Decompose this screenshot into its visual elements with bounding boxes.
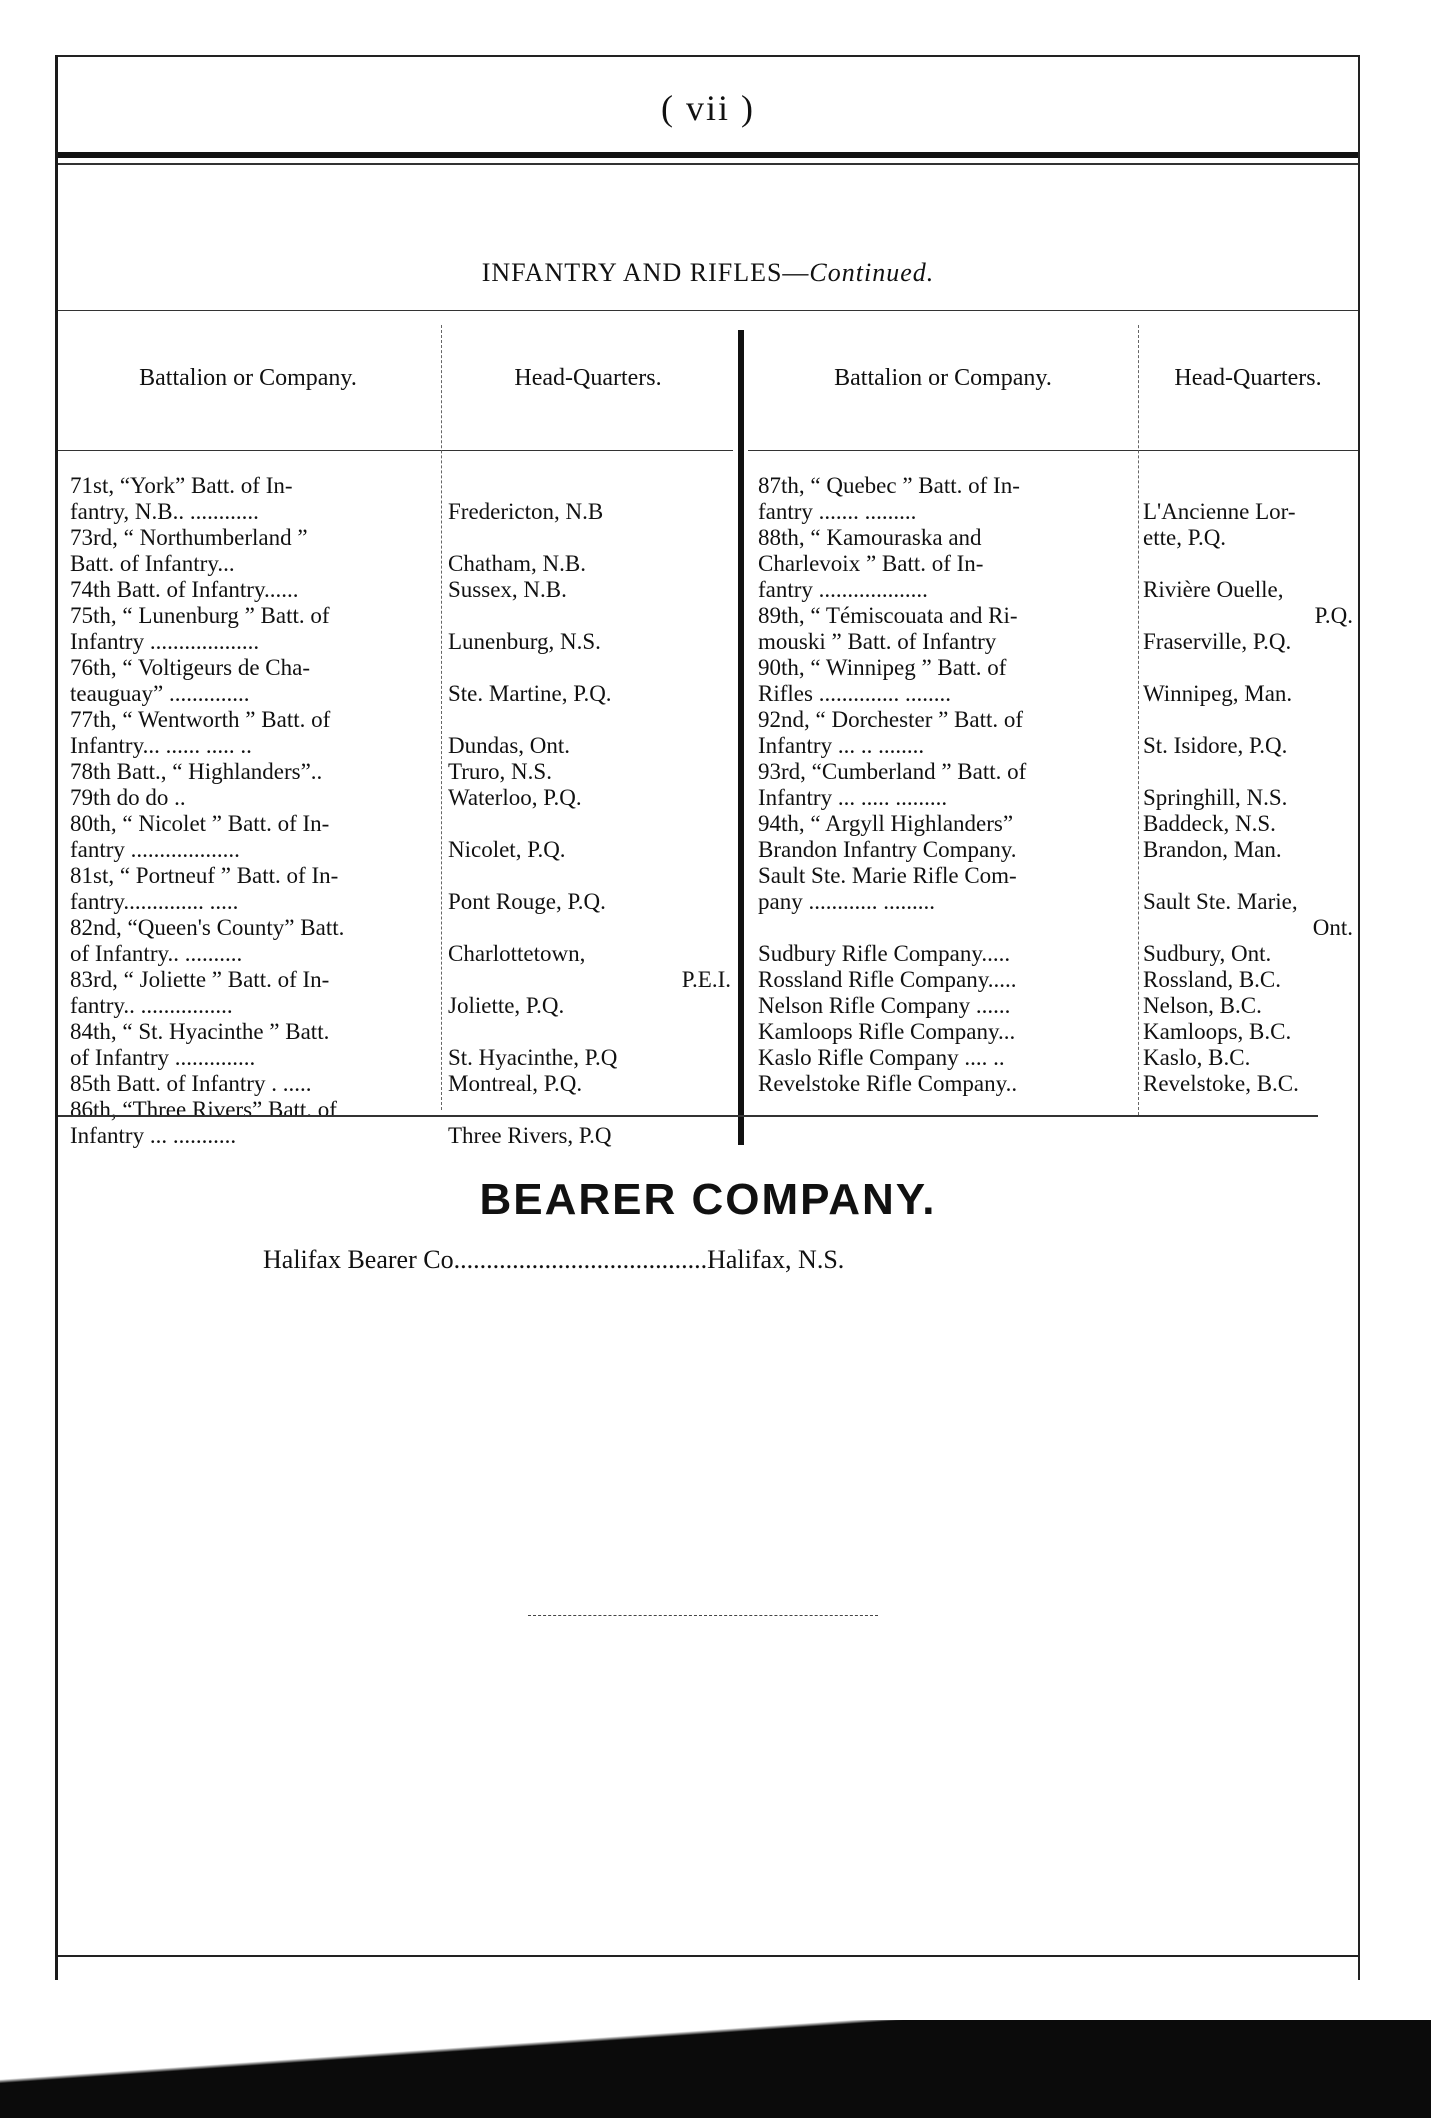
headquarters-entry bbox=[448, 707, 731, 733]
left-hq-list bbox=[448, 473, 731, 1149]
battalion-entry: Brandon Infantry Company. bbox=[758, 837, 1017, 862]
headquarters-entry: Nelson, B.C. bbox=[1143, 993, 1262, 1018]
headquarters-entry: Ste. Martine, P.Q. bbox=[448, 681, 612, 706]
battalion-entry bbox=[758, 1097, 1133, 1123]
page-frame bbox=[55, 55, 1360, 1980]
right-hq-list bbox=[1143, 473, 1353, 1149]
headquarters-entry bbox=[1143, 759, 1353, 785]
headquarters-entry bbox=[448, 1097, 731, 1123]
battalion-entry: 79th do do .. bbox=[70, 785, 186, 810]
right-column-divider bbox=[1138, 325, 1139, 1115]
battalion-entry: 74th Batt. of Infantry...... bbox=[70, 577, 299, 602]
battalion-entry: Infantry ... ........... bbox=[70, 1123, 237, 1148]
headquarters-entry: Revelstoke, B.C. bbox=[1143, 1071, 1299, 1096]
headquarters-entry: Springhill, N.S. bbox=[1143, 785, 1288, 810]
battalion-entry: fantry, N.B.. ............ bbox=[70, 499, 259, 524]
headquarters-entry bbox=[1143, 551, 1353, 577]
headquarters-entry: Nicolet, P.Q. bbox=[448, 837, 566, 862]
headquarters-entry: Waterloo, P.Q. bbox=[448, 785, 582, 810]
headquarters-entry: Sussex, N.B. bbox=[448, 577, 567, 602]
headquarters-entry: Three Rivers, P.Q bbox=[448, 1123, 612, 1148]
battalion-entry: Sault Ste. Marie Rifle Com- bbox=[758, 863, 1017, 888]
battalion-entry: 93rd, “Cumberland ” Batt. of bbox=[758, 759, 1027, 784]
battalion-entry bbox=[758, 915, 1133, 941]
battalion-entry: 80th, “ Nicolet ” Batt. of In- bbox=[70, 811, 330, 836]
battalion-entry: Infantry ... ..... ......... bbox=[758, 785, 948, 810]
headquarters-entry bbox=[1143, 473, 1353, 499]
left-header-rule bbox=[58, 450, 733, 451]
battalion-entry: mouski ” Batt. of Infantry bbox=[758, 629, 997, 654]
headquarters-entry: Truro, N.S. bbox=[448, 759, 552, 784]
headquarters-entry: Winnipeg, Man. bbox=[1143, 681, 1293, 706]
battalion-entry: 82nd, “Queen's County” Batt. bbox=[70, 915, 345, 940]
headquarters-entry bbox=[448, 603, 731, 629]
headquarters-entry: St. Hyacinthe, P.Q bbox=[448, 1045, 618, 1070]
top-rule bbox=[58, 55, 1358, 57]
headquarters-entry bbox=[448, 863, 731, 889]
left-hq-header: Head-Quarters. bbox=[514, 365, 662, 391]
headquarters-entry: Charlottetown, bbox=[448, 941, 586, 966]
headquarters-entry bbox=[1143, 707, 1353, 733]
scan-shadow bbox=[0, 2020, 1431, 2118]
headquarters-entry bbox=[448, 655, 731, 681]
header-rule-thin bbox=[58, 163, 1358, 165]
headquarters-entry: Rivière Ouelle, bbox=[1143, 577, 1284, 602]
left-battalion-header: Battalion or Company. bbox=[139, 365, 357, 391]
page-bottom-rule bbox=[58, 1955, 1358, 1957]
headquarters-entry: L'Ancienne Lor- bbox=[1143, 499, 1296, 524]
headquarters-entry bbox=[1143, 1123, 1353, 1149]
battalion-entry: Kamloops Rifle Company... bbox=[758, 1019, 1016, 1044]
headquarters-entry: Kamloops, B.C. bbox=[1143, 1019, 1292, 1044]
headquarters-entry: St. Isidore, P.Q. bbox=[1143, 733, 1288, 758]
battalion-entry: 88th, “ Kamouraska and bbox=[758, 525, 982, 550]
battalion-entry: Infantry... ...... ..... .. bbox=[70, 733, 252, 758]
battalion-entry: 84th, “ St. Hyacinthe ” Batt. bbox=[70, 1019, 330, 1044]
battalion-entry: fantry ................... bbox=[70, 837, 240, 862]
headquarters-entry: Pont Rouge, P.Q. bbox=[448, 889, 606, 914]
headquarters-entry bbox=[1143, 1097, 1353, 1123]
bearer-company-entry: Halifax Bearer Co.......................................Halifax, N.S. bbox=[263, 1245, 845, 1274]
battalion-entry: Infantry ... .. ........ bbox=[758, 733, 925, 758]
left-battalion-list bbox=[70, 473, 435, 1149]
battalion-entry: 89th, “ Témiscouata and Ri- bbox=[758, 603, 1018, 628]
headquarters-entry: Baddeck, N.S. bbox=[1143, 811, 1276, 836]
battalion-entry: pany ............ ......... bbox=[758, 889, 935, 914]
battalion-entry: Rifles .............. ........ bbox=[758, 681, 951, 706]
battalion-entry: 75th, “ Lunenburg ” Batt. of bbox=[70, 603, 330, 628]
headquarters-entry bbox=[1143, 863, 1353, 889]
battalion-entry: Rossland Rifle Company..... bbox=[758, 967, 1017, 992]
headquarters-entry bbox=[448, 915, 731, 941]
headquarters-entry: Fraserville, P.Q. bbox=[1143, 629, 1292, 654]
battalion-entry: Charlevoix ” Batt. of In- bbox=[758, 551, 984, 576]
table-top-rule bbox=[58, 310, 1358, 311]
end-rule bbox=[528, 1615, 878, 1616]
battalion-entry: 73rd, “ Northumberland ” bbox=[70, 525, 308, 550]
section-title-continued: Continued. bbox=[809, 258, 935, 287]
table-bottom-rule bbox=[58, 1115, 1318, 1117]
section-title-main: INFANTRY AND RIFLES— bbox=[481, 258, 810, 287]
battalion-entry: 81st, “ Portneuf ” Batt. of In- bbox=[70, 863, 339, 888]
battalion-entry: fantry.............. ..... bbox=[70, 889, 239, 914]
battalion-entry bbox=[758, 1123, 1133, 1149]
headquarters-entry: Joliette, P.Q. bbox=[448, 993, 565, 1018]
battalion-entry: fantry.. ................ bbox=[70, 993, 233, 1018]
section-title bbox=[58, 258, 1358, 288]
battalion-entry: 94th, “ Argyll Highlanders” bbox=[758, 811, 1014, 836]
headquarters-entry bbox=[448, 473, 731, 499]
battalion-entry: Infantry ................... bbox=[70, 629, 260, 654]
headquarters-entry: Montreal, P.Q. bbox=[448, 1071, 583, 1096]
headquarters-entry: Rossland, B.C. bbox=[1143, 967, 1282, 992]
headquarters-entry: Lunenburg, N.S. bbox=[448, 629, 601, 654]
headquarters-entry: Brandon, Man. bbox=[1143, 837, 1282, 862]
battalion-entry: fantry ................... bbox=[758, 577, 928, 602]
battalion-entry: Nelson Rifle Company ...... bbox=[758, 993, 1011, 1018]
battalion-entry: 71st, “York” Batt. of In- bbox=[70, 473, 293, 498]
battalion-entry: teauguay” .............. bbox=[70, 681, 250, 706]
battalion-entry: of Infantry .............. bbox=[70, 1045, 256, 1070]
battalion-entry: 83rd, “ Joliette ” Batt. of In- bbox=[70, 967, 330, 992]
bearer-company-title: BEARER COMPANY. bbox=[479, 1175, 937, 1224]
right-header-rule bbox=[748, 450, 1358, 451]
headquarters-entry: Dundas, Ont. bbox=[448, 733, 571, 758]
headquarters-entry: P.Q. bbox=[1314, 603, 1353, 628]
headquarters-entry: Kaslo, B.C. bbox=[1143, 1045, 1251, 1070]
headquarters-entry bbox=[448, 1019, 731, 1045]
battalion-entry: Batt. of Infantry... bbox=[70, 551, 235, 576]
battalion-entry: 85th Batt. of Infantry . ..... bbox=[70, 1071, 312, 1096]
battalion-entry: 87th, “ Quebec ” Batt. of In- bbox=[758, 473, 1020, 498]
headquarters-entry bbox=[448, 811, 731, 837]
headquarters-entry: Fredericton, N.B bbox=[448, 499, 604, 524]
left-column-divider bbox=[441, 325, 442, 1110]
center-column-divider bbox=[738, 330, 744, 1145]
right-hq-header: Head-Quarters. bbox=[1174, 365, 1322, 391]
headquarters-entry: Ont. bbox=[1312, 915, 1353, 940]
battalion-entry: 92nd, “ Dorchester ” Batt. of bbox=[758, 707, 1024, 732]
right-battalion-header: Battalion or Company. bbox=[834, 365, 1052, 391]
headquarters-entry: ette, P.Q. bbox=[1143, 525, 1227, 550]
header-rule-thick bbox=[58, 152, 1358, 158]
battalion-entry: 76th, “ Voltigeurs de Cha- bbox=[70, 655, 310, 680]
right-battalion-list bbox=[758, 473, 1133, 1149]
battalion-entry: fantry ....... ......... bbox=[758, 499, 917, 524]
headquarters-entry: Chatham, N.B. bbox=[448, 551, 586, 576]
battalion-entry: Kaslo Rifle Company .... .. bbox=[758, 1045, 1005, 1070]
battalion-entry: 78th Batt., “ Highlanders”.. bbox=[70, 759, 323, 784]
headquarters-entry: Sault Ste. Marie, bbox=[1143, 889, 1298, 914]
battalion-entry: 77th, “ Wentworth ” Batt. of bbox=[70, 707, 331, 732]
page-number: ( vii ) bbox=[661, 88, 755, 128]
battalion-entry: Revelstoke Rifle Company.. bbox=[758, 1071, 1018, 1096]
headquarters-entry bbox=[448, 525, 731, 551]
battalion-entry: Sudbury Rifle Company..... bbox=[758, 941, 1011, 966]
battalion-entry: 90th, “ Winnipeg ” Batt. of bbox=[758, 655, 1007, 680]
battalion-entry: of Infantry.. .......... bbox=[70, 941, 243, 966]
headquarters-entry: Sudbury, Ont. bbox=[1143, 941, 1272, 966]
headquarters-entry: P.E.I. bbox=[681, 967, 731, 992]
battalion-entry: 86th, “Three Rivers” Batt. of bbox=[70, 1097, 337, 1122]
headquarters-entry bbox=[1143, 655, 1353, 681]
